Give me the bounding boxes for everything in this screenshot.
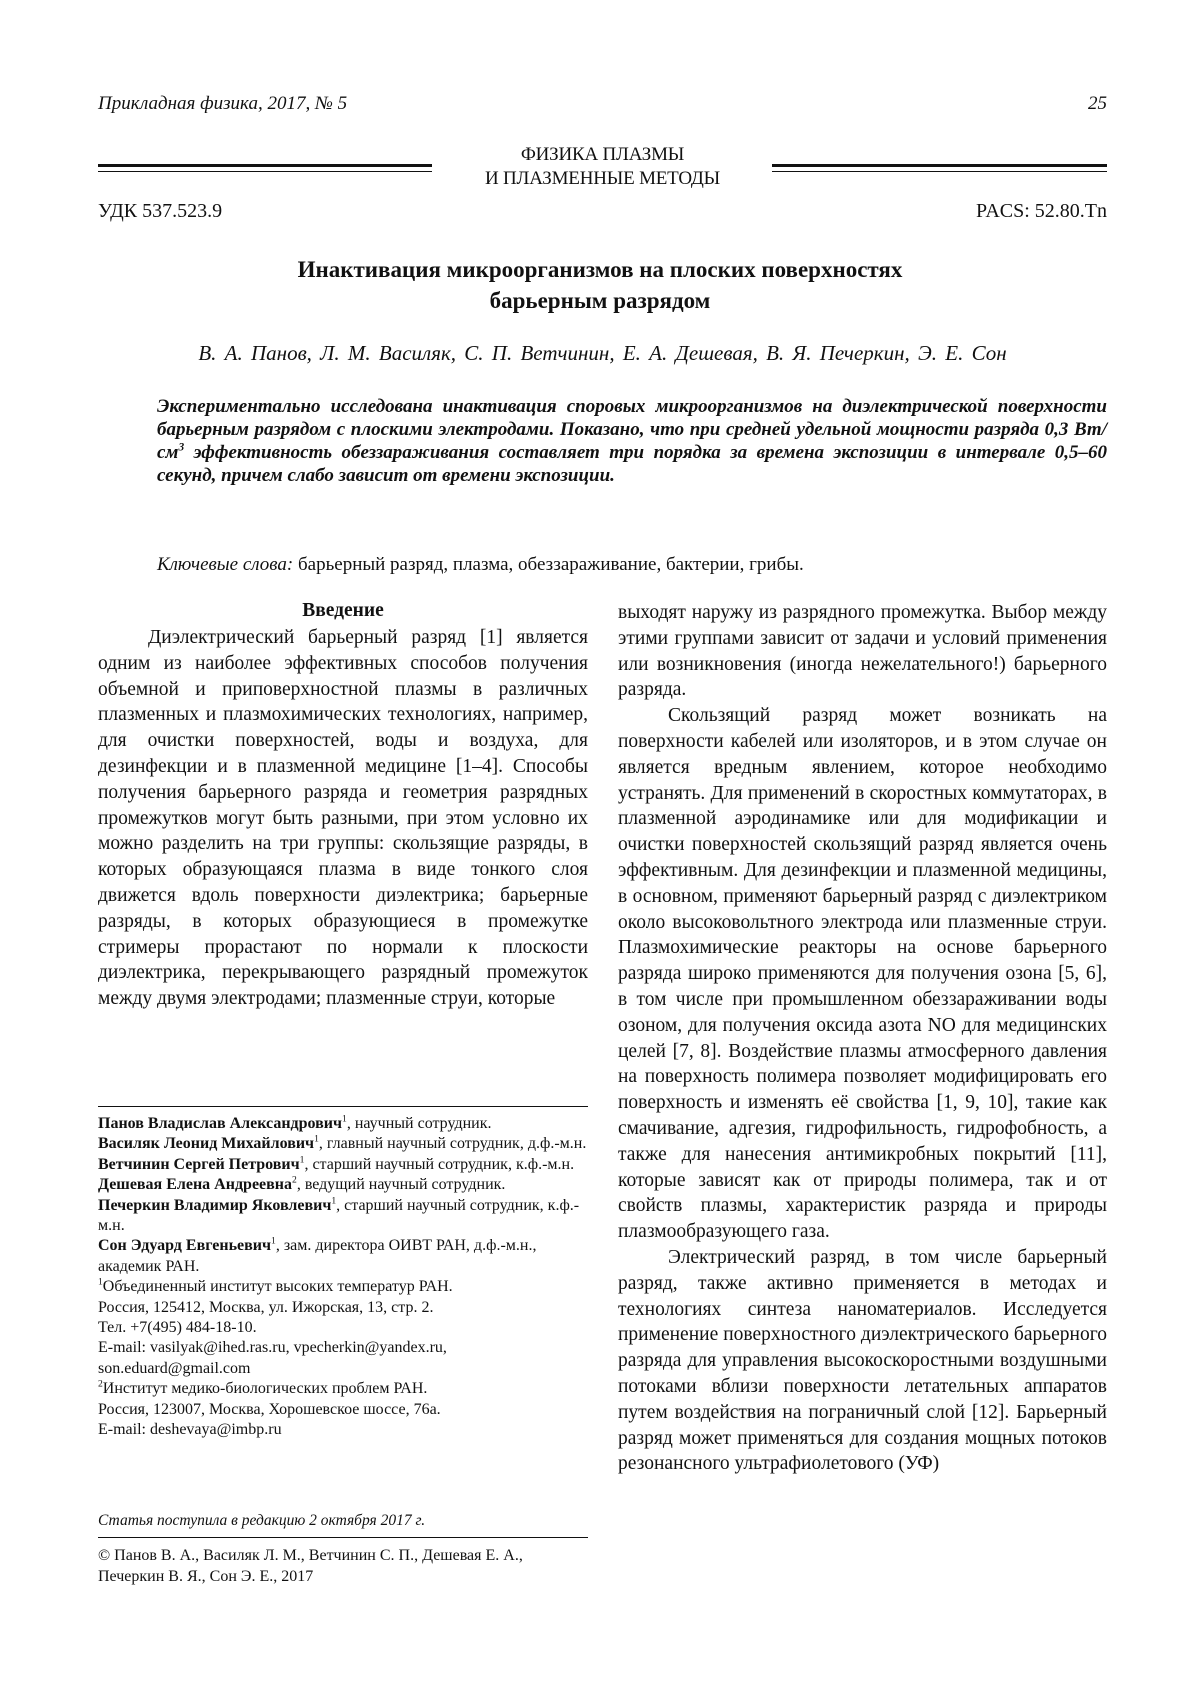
article-title-line2: барьерным разрядом bbox=[489, 288, 711, 313]
udk-code: УДК 537.523.9 bbox=[98, 200, 223, 222]
footnote-author-role: , старший научный сотрудник, к.ф.-м.н. bbox=[98, 1196, 580, 1235]
footnote-author-affil: 1 bbox=[331, 1195, 337, 1207]
left-paragraph-1: Диэлектрический барьерный разряд [1] является одним из наиболее эффективных способов получения объемной и приповерхностной плазмы в различных плазменных и плазмохимических технологиях, например, для очистки поверхностей, воды и воздуха, для дезинфекции и в плазменной медицине [1–4]. Способы получения барьерного разряда и геометрия разрядных промежутков могут быть разными, при этом условно их можно разделить на три группы: скользящие разряды, в которых образующаяся плазма в виде тонкого слоя движется вдоль поверхности диэлектрика; барьерные разряды, в которых образующиеся в промежутке стримеры прорастают по нормали к плоскости диэлектрика, перекрывающего разрядный промежуток между двумя электродами; плазменные струи, которые bbox=[98, 627, 588, 1010]
abstract bbox=[157, 395, 1107, 487]
institution-address: Россия, 123007, Москва, Хорошевское шоссе, 76а. bbox=[98, 1400, 441, 1418]
footnote-author-3 bbox=[98, 1155, 588, 1175]
abstract-text-part2: эффективность обеззараживания составляет три порядка за времена экспозиции в интервале 0,5–60 секунд, причем слабо зависит от времени экспозиции. bbox=[157, 442, 1107, 486]
section-rule-right bbox=[772, 164, 1107, 172]
section-heading-line2: И ПЛАЗМЕННЫЕ МЕТОДЫ bbox=[484, 168, 721, 189]
footnote-author-name: Печеркин Владимир Яковлевич bbox=[98, 1196, 332, 1214]
keywords-text: барьерный разряд, плазма, обеззараживание, бактерии, грибы. bbox=[293, 554, 804, 575]
keywords-label: Ключевые слова: bbox=[157, 554, 294, 575]
institution-email: E-mail: vasilyak@ihed.ras.ru, vpecherkin@yandex.ru, son.eduard@gmail.com bbox=[98, 1339, 447, 1377]
footnote-author-role: , научный сотрудник. bbox=[346, 1115, 492, 1132]
article-title bbox=[120, 254, 1080, 316]
institution-address: Россия, 125412, Москва, ул. Ижорская, 13, стр. 2. bbox=[98, 1298, 434, 1316]
page-number: 25 bbox=[1088, 93, 1107, 114]
footnote-author-2 bbox=[98, 1134, 588, 1154]
author-list: В. А. Панов, Л. М. Василяк, С. П. Ветчинин, Е. А. Дешевая, В. Я. Печеркин, Э. Е. Сон bbox=[198, 341, 1007, 365]
abstract-text-part1: Экспериментально исследована инактивация споровых микроорганизмов на диэлектрической поверхности барьерным разрядом с плоскими электродами. Показано, что при средней удельной мощности разряда 0,3 Вт/см bbox=[157, 396, 1107, 463]
footnote-institution-1 bbox=[98, 1277, 588, 1297]
section-heading-line1: ФИЗИКА ПЛАЗМЫ bbox=[520, 144, 685, 165]
footnote-author-role: , главный научный сотрудник, д.ф.-м.н. bbox=[318, 1135, 587, 1153]
left-column bbox=[98, 625, 588, 1012]
footnote-author-1 bbox=[98, 1114, 588, 1134]
journal-reference: Прикладная физика, 2017, № 5 bbox=[98, 93, 348, 114]
copyright-notice: © Панов В. А., Василяк Л. М., Ветчинин С. П., Дешевая Е. А., Печеркин В. Я., Сон Э. Е., 2017 bbox=[98, 1547, 523, 1585]
footnote-author-name: Сон Эдуард Евгеньевич bbox=[98, 1237, 272, 1255]
copyright-divider bbox=[98, 1537, 588, 1538]
footnote-author-name: Ветчинин Сергей Петрович bbox=[98, 1155, 300, 1173]
footnote-author-affil: 1 bbox=[342, 1113, 347, 1125]
footnote-author-name: Панов Владислав Александрович bbox=[98, 1115, 343, 1132]
footnote-author-name: Василяк Леонид Михайлович bbox=[98, 1135, 315, 1153]
article-title-line1: Инактивация микроорганизмов на плоских поверхностях bbox=[297, 257, 903, 282]
section-heading bbox=[440, 143, 765, 191]
institution-name: Институт медико-биологических проблем РАН. bbox=[102, 1380, 428, 1398]
right-paragraph-2: Скользящий разряд может возникать на поверхности кабелей или изоляторов, и в этом случае он является вредным явлением, которое необходимо устранять. Для применений в скоростных коммутаторах, в плазменной аэродинамике или для модификации и очистки поверхностей скользящий разряд является очень эффективным. Для дезинфекции и плазменной медицины, в основном, применяют барьерный разряд с диэлектриком около высоковольтного электрода или плазменные струи. Плазмохимические реакторы на основе барьерного разряда широко применяются для получения озона [5, 6], в том числе при промышленном обеззараживании воды озоном, для получения оксида азота NO для медицинских целей [7, 8]. Воздействие плазмы атмосферного давления на поверхность полимера позволяет модифицировать его поверхность и изменять её свойства [1, 9, 10], такие как смачивание, адгезия, гидрофильность, гидрофобность, а также для нанесения антимикробных покрытий [11], которые зависят как от природы полимера, так и от свойств плазмы, характеристик разряда и природы плазмообразующего газа. bbox=[618, 705, 1107, 1243]
footnote-author-affil: 1 bbox=[299, 1154, 305, 1166]
footnote-author-name: Дешевая Елена Андреевна bbox=[98, 1176, 293, 1194]
keywords bbox=[157, 553, 1107, 577]
institution-email: E-mail: deshevaya@imbp.ru bbox=[98, 1421, 282, 1439]
intro-heading: Введение bbox=[302, 600, 384, 621]
right-paragraph-3: Электрический разряд, в том числе барьерный разряд, также активно применяется в методах и технологиях синтеза наноматериалов. Исследуется применение поверхностного диэлектрического барьерного разряда для управления высокоскоростными воздушными потоками вблизи поверхности летательных аппаратов путем воздействия на пограничный слой [12]. Барьерный разряд может применяться для создания мощных потоков резонансного ультрафиолетового (УФ) bbox=[618, 1246, 1107, 1475]
section-rule-left bbox=[98, 164, 432, 172]
footnote-author-affil: 1 bbox=[314, 1134, 319, 1146]
institution-number: 2 bbox=[98, 1378, 103, 1390]
footnote-author-role: , зам. директора ОИВТ РАН, д.ф.-м.н., академик РАН. bbox=[98, 1237, 537, 1275]
institution-phone: Тел. +7(495) 484-18-10. bbox=[98, 1319, 257, 1337]
footnote-author-role: , ведущий научный сотрудник. bbox=[296, 1176, 506, 1194]
footnote-author-5 bbox=[98, 1196, 588, 1237]
footnote-divider bbox=[98, 1106, 588, 1107]
institution-name: Объединенный институт высоких температур РАН. bbox=[102, 1278, 453, 1296]
pacs-code: PACS: 52.80.Tn bbox=[976, 200, 1107, 222]
right-column bbox=[618, 600, 1107, 1477]
author-footnotes bbox=[98, 1114, 588, 1441]
institution-number: 1 bbox=[98, 1276, 103, 1288]
footnote-institution-2 bbox=[98, 1379, 588, 1399]
footnote-author-role: , старший научный сотрудник, к.ф.-м.н. bbox=[304, 1155, 575, 1173]
footnote-author-6 bbox=[98, 1236, 588, 1277]
footnote-author-affil: 1 bbox=[271, 1236, 276, 1248]
footnote-author-4 bbox=[98, 1175, 588, 1195]
footnote-author-affil: 2 bbox=[292, 1174, 297, 1186]
abstract-superscript: 3 bbox=[178, 441, 185, 454]
right-paragraph-1: выходят наружу из разрядного промежутка. Выбор между этими группами зависит от задачи и условий применения или возникновения (иногда нежелательного!) барьерного разряда. bbox=[618, 602, 1107, 701]
received-date: Статья поступила в редакцию 2 октября 2017 г. bbox=[98, 1512, 426, 1529]
